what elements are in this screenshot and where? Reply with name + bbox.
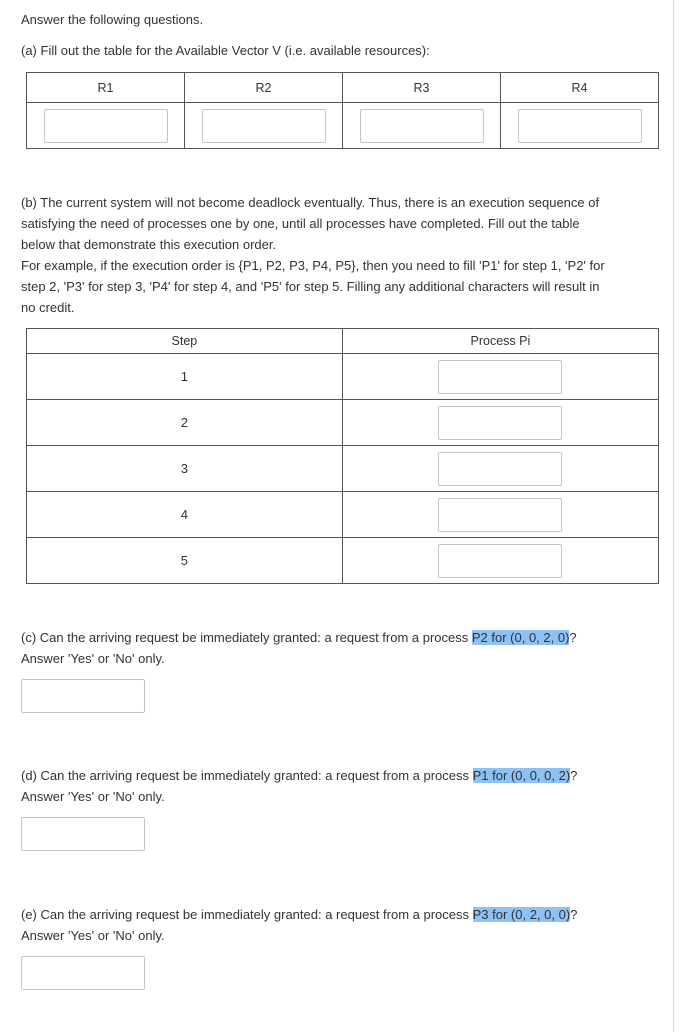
part-b-line-4: For example, if the execution order is {P1, P2, P3, P4, P5}, then you need to fill 'P1' for step 1, 'P2' for [21,258,605,273]
cell-r3 [343,103,501,149]
part-c-question [21,627,577,648]
cell-r1 [27,103,185,149]
r1-input[interactable] [44,109,168,143]
part-e-prefix: (e) Can the arriving request be immediately granted: a request from a process [21,907,473,922]
step-cell: 3 [27,446,343,492]
process-input-step-1[interactable] [438,360,562,394]
part-b-line-6: no credit. [21,300,75,315]
column-header-r1: R1 [27,73,185,103]
part-d-suffix: ? [570,768,578,783]
process-cell [342,492,658,538]
part-c-answer-input[interactable] [21,679,145,713]
process-input-step-3[interactable] [438,452,562,486]
part-d-answer-input[interactable] [21,817,145,851]
part-e-question [21,904,577,925]
part-c-note: Answer 'Yes' or 'No' only. [21,651,165,666]
column-header-r4: R4 [501,73,659,103]
part-a-prompt: (a) Fill out the table for the Available Vector V (i.e. available resources): [21,43,430,58]
column-header-process: Process Pi [342,329,658,354]
part-b-line-3: below that demonstrate this execution order. [21,237,277,252]
part-d-note: Answer 'Yes' or 'No' only. [21,789,165,804]
process-cell [342,400,658,446]
part-e-suffix: ? [570,907,578,922]
process-cell [342,354,658,400]
process-cell [342,538,658,584]
execution-order-table [26,328,659,584]
process-input-step-5[interactable] [438,544,562,578]
part-d-prefix: (d) Can the arriving request be immediately granted: a request from a process [21,768,473,783]
process-input-step-4[interactable] [438,498,562,532]
part-e-answer-input[interactable] [21,956,145,990]
part-d-question [21,765,577,786]
part-e-highlight: P3 for (0, 2, 0, 0) [472,907,571,922]
part-b-line-5: step 2, 'P3' for step 3, 'P4' for step 4, and 'P5' for step 5. Filling any additional characters will result in [21,279,600,294]
part-d-highlight: P1 for (0, 0, 0, 2) [472,768,571,783]
part-b-line-2: satisfying the need of processes one by one, until all processes have completed. Fill out the table [21,216,580,231]
r3-input[interactable] [360,109,484,143]
step-cell: 2 [27,400,343,446]
column-header-step: Step [27,329,343,354]
step-cell: 1 [27,354,343,400]
part-b-line-1: (b) The current system will not become deadlock eventually. Thus, there is an execution sequence of [21,195,600,210]
r4-input[interactable] [518,109,642,143]
part-c-prefix: (c) Can the arriving request be immediately granted: a request from a process [21,630,472,645]
part-c-highlight: P2 for (0, 0, 2, 0) [471,630,570,645]
intro-text: Answer the following questions. [21,12,204,27]
column-header-r3: R3 [343,73,501,103]
part-e-note: Answer 'Yes' or 'No' only. [21,928,165,943]
r2-input[interactable] [202,109,326,143]
cell-r4 [501,103,659,149]
cell-r2 [185,103,343,149]
available-vector-table [26,72,659,149]
process-input-step-2[interactable] [438,406,562,440]
column-header-r2: R2 [185,73,343,103]
part-c-suffix: ? [569,630,577,645]
step-cell: 4 [27,492,343,538]
step-cell: 5 [27,538,343,584]
process-cell [342,446,658,492]
